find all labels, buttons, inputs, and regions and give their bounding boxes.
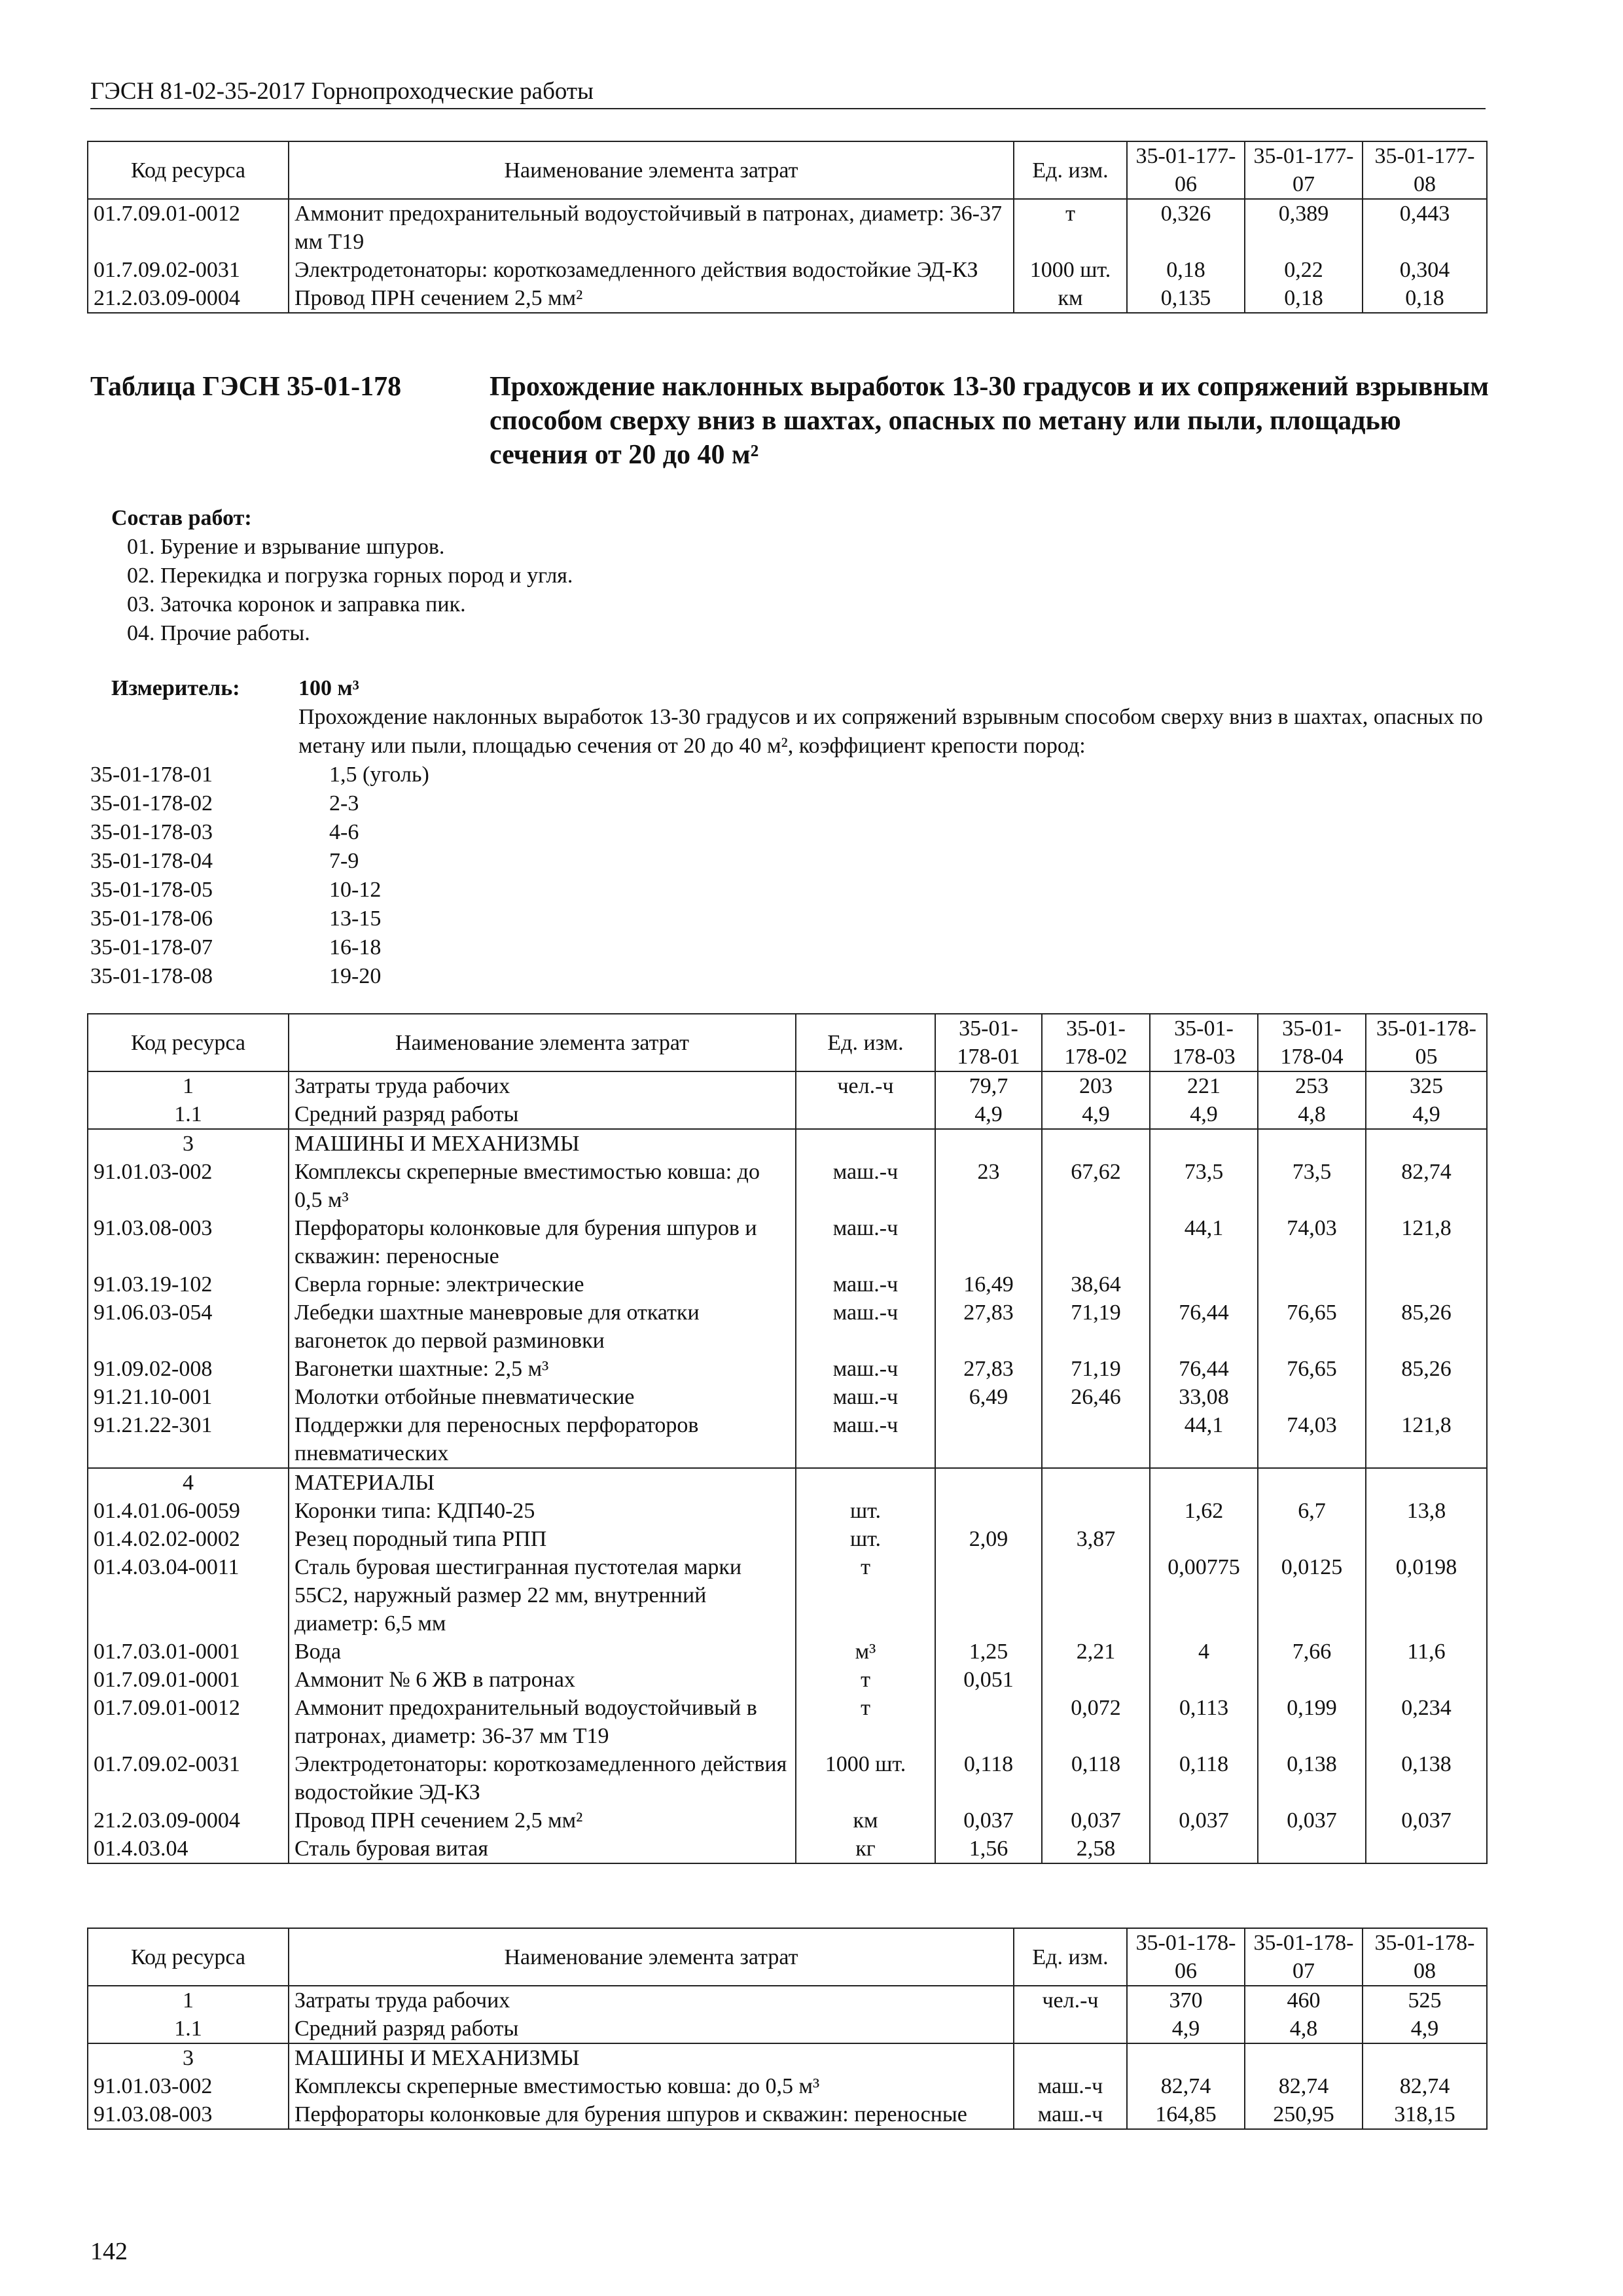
resource-value: 82,74 <box>1127 2072 1245 2100</box>
resource-value: 76,44 <box>1150 1355 1258 1383</box>
table-number: Таблица ГЭСН 35-01-178 <box>90 372 402 402</box>
resource-code: 01.7.09.01-0012 <box>88 199 289 256</box>
resource-value <box>1366 1468 1487 1497</box>
resource-value <box>935 1497 1042 1525</box>
norm-value: 2-3 <box>329 791 359 816</box>
resource-value: 6,49 <box>935 1383 1042 1411</box>
norm-code: 35-01-178-02 <box>90 791 213 816</box>
resource-value: 26,46 <box>1042 1383 1150 1411</box>
resource-value <box>1258 1129 1366 1158</box>
resource-value: 0,00775 <box>1150 1553 1258 1638</box>
resource-table-177 <box>87 141 1488 314</box>
resource-value: 27,83 <box>935 1299 1042 1355</box>
resource-value: 325 <box>1366 1071 1487 1100</box>
resource-code: 21.2.03.09-0004 <box>88 284 289 313</box>
resource-name: Молотки отбойные пневматические <box>289 1383 796 1411</box>
table-row <box>88 1497 1487 1525</box>
col-header-unit: Ед. изм. <box>1014 141 1127 199</box>
resource-unit: т <box>796 1553 935 1638</box>
resource-value <box>1150 1666 1258 1694</box>
resource-value: 0,135 <box>1127 284 1245 313</box>
resource-value: 0,304 <box>1363 256 1487 284</box>
resource-code: 91.03.08-003 <box>88 1214 289 1270</box>
resource-value: 33,08 <box>1150 1383 1258 1411</box>
resource-value <box>1042 1411 1150 1468</box>
resource-value: 203 <box>1042 1071 1150 1100</box>
table-row <box>88 1806 1487 1835</box>
norm-value: 13-15 <box>329 906 382 931</box>
table-row <box>88 1355 1487 1383</box>
resource-name: Вода <box>289 1638 796 1666</box>
resource-unit <box>796 1129 935 1158</box>
resource-name: Перфораторы колонковые для бурения шпуров и скважин: переносные <box>289 2100 1014 2129</box>
resource-unit: маш.-ч <box>796 1411 935 1468</box>
resource-code: 3 <box>88 2043 289 2072</box>
table-row <box>88 1468 1487 1497</box>
resource-value <box>1245 2043 1363 2072</box>
resource-code: 91.21.10-001 <box>88 1383 289 1411</box>
resource-value: 4,9 <box>1363 2015 1487 2043</box>
resource-code: 3 <box>88 1129 289 1158</box>
resource-unit: маш.-ч <box>796 1383 935 1411</box>
resource-name: Аммонит предохранительный водоустойчивый в патронах, диаметр: 36-37 мм Т19 <box>289 199 1014 256</box>
resource-value: 71,19 <box>1042 1355 1150 1383</box>
resource-name: Комплексы скреперные вместимостью ковша: до 0,5 м³ <box>289 2072 1014 2100</box>
resource-unit: чел.-ч <box>796 1071 935 1100</box>
resource-value <box>935 1129 1042 1158</box>
resource-name: Сверла горные: электрические <box>289 1270 796 1299</box>
resource-value <box>1258 1835 1366 1863</box>
resource-value <box>1366 1835 1487 1863</box>
resource-unit: т <box>796 1666 935 1694</box>
resource-value: 44,1 <box>1150 1214 1258 1270</box>
resource-code: 01.4.03.04-0011 <box>88 1553 289 1638</box>
resource-name: Поддержки для переносных перфораторов пневматических <box>289 1411 796 1468</box>
resource-name: Аммонит № 6 ЖВ в патронах <box>289 1666 796 1694</box>
table-row <box>88 2015 1487 2043</box>
resource-value: 3,87 <box>1042 1525 1150 1553</box>
resource-value <box>1127 2043 1245 2072</box>
measure-unit: 100 м³ <box>298 676 359 700</box>
resource-name: Лебедки шахтные маневровые для откатки вагонеток до первой разминовки <box>289 1299 796 1355</box>
resource-name: Затраты труда рабочих <box>289 1071 796 1100</box>
section-heading: МАТЕРИАЛЫ <box>289 1468 796 1497</box>
resource-table-178-b <box>87 1928 1488 2130</box>
resource-value: 0,037 <box>1042 1806 1150 1835</box>
resource-value: 82,74 <box>1366 1158 1487 1214</box>
resource-value: 318,15 <box>1363 2100 1487 2129</box>
resource-value: 74,03 <box>1258 1214 1366 1270</box>
resource-unit: маш.-ч <box>1014 2100 1127 2129</box>
table-row <box>88 1299 1487 1355</box>
table-row <box>88 1383 1487 1411</box>
resource-value <box>1366 1270 1487 1299</box>
resource-code: 1 <box>88 1071 289 1100</box>
resource-unit: 1000 шт. <box>796 1750 935 1806</box>
resource-value <box>1366 1383 1487 1411</box>
resource-value: 7,66 <box>1258 1638 1366 1666</box>
resource-name: Средний разряд работы <box>289 2015 1014 2043</box>
measure-description: Прохождение наклонных выработок 13-30 градусов и их сопряжений взрывным способом сверху вниз в шахтах, опасных по метану или пыли, площадью сечения от 20 до 40 м², коэффициент крепости пород: <box>298 705 1483 758</box>
table-row <box>88 1214 1487 1270</box>
col-header-code-1: 35-01-178-01 <box>935 1014 1042 1071</box>
resource-value: 0,326 <box>1127 199 1245 256</box>
resource-name: Провод ПРН сечением 2,5 мм² <box>289 284 1014 313</box>
resource-value <box>1366 1129 1487 1158</box>
resource-name: Сталь буровая шестигранная пустотелая марки 55С2, наружный размер 22 мм, внутренний диаметр: 6,5 мм <box>289 1553 796 1638</box>
resource-value: 0,072 <box>1042 1694 1150 1750</box>
resource-value <box>1150 1129 1258 1158</box>
resource-name: Сталь буровая витая <box>289 1835 796 1863</box>
resource-value: 0,199 <box>1258 1694 1366 1750</box>
norm-value: 4-6 <box>329 820 359 844</box>
resource-value <box>1366 1525 1487 1553</box>
section-heading: МАШИНЫ И МЕХАНИЗМЫ <box>289 2043 1014 2072</box>
resource-value: 44,1 <box>1150 1411 1258 1468</box>
resource-value: 0,037 <box>935 1806 1042 1835</box>
resource-unit: маш.-ч <box>1014 2072 1127 2100</box>
resource-value: 4,9 <box>1150 1100 1258 1129</box>
table-row <box>88 1071 1487 1100</box>
table-row <box>88 1129 1487 1158</box>
resource-value: 0,037 <box>1150 1806 1258 1835</box>
resource-unit: т <box>796 1694 935 1750</box>
resource-value: 0,18 <box>1127 256 1245 284</box>
composition-label: Состав работ: <box>111 506 252 530</box>
table-body <box>88 1071 1487 1863</box>
resource-table-178-a <box>87 1013 1488 1864</box>
norm-value: 7-9 <box>329 849 359 873</box>
resource-name: Затраты труда рабочих <box>289 1986 1014 2015</box>
table-row <box>88 1986 1487 2015</box>
composition-item: 01. Бурение и взрывание шпуров. <box>127 535 445 559</box>
resource-value <box>1042 1497 1150 1525</box>
resource-value: 0,18 <box>1363 284 1487 313</box>
resource-value: 2,58 <box>1042 1835 1150 1863</box>
resource-code: 01.7.09.02-0031 <box>88 1750 289 1806</box>
resource-value <box>935 1411 1042 1468</box>
resource-value <box>1258 1270 1366 1299</box>
norm-code: 35-01-178-04 <box>90 849 213 873</box>
resource-value <box>935 1214 1042 1270</box>
resource-value: 370 <box>1127 1986 1245 2015</box>
resource-name: Электродетонаторы: короткозамедленного действия водостойкие ЭД-КЗ <box>289 1750 796 1806</box>
resource-name: Электродетонаторы: короткозамедленного действия водостойкие ЭД-КЗ <box>289 256 1014 284</box>
resource-value: 2,09 <box>935 1525 1042 1553</box>
table-body <box>88 1986 1487 2129</box>
resource-code: 4 <box>88 1468 289 1497</box>
resource-unit: км <box>796 1806 935 1835</box>
resource-code: 21.2.03.09-0004 <box>88 1806 289 1835</box>
resource-unit: маш.-ч <box>796 1158 935 1214</box>
resource-value: 0,113 <box>1150 1694 1258 1750</box>
resource-value: 4 <box>1150 1638 1258 1666</box>
resource-code: 91.01.03-002 <box>88 2072 289 2100</box>
resource-unit <box>796 1100 935 1129</box>
resource-value: 0,118 <box>1150 1750 1258 1806</box>
col-header-unit: Ед. изм. <box>796 1014 935 1071</box>
resource-value: 11,6 <box>1366 1638 1487 1666</box>
col-header-code-2: 35-01-178-02 <box>1042 1014 1150 1071</box>
composition-item: 03. Заточка коронок и заправка пик. <box>127 592 466 617</box>
norm-code: 35-01-178-01 <box>90 762 213 787</box>
resource-unit: 1000 шт. <box>1014 256 1127 284</box>
table-caption: Прохождение наклонных выработок 13-30 градусов и их сопряжений взрывным способом сверху вниз в шахтах, опасных по метану или пыли, площадью сечения от 20 до 40 м² <box>490 372 1489 470</box>
norm-code: 35-01-178-06 <box>90 906 213 931</box>
resource-unit <box>1014 2015 1127 2043</box>
col-header-code-2: 35-01-178-07 <box>1245 1928 1363 1986</box>
resource-code: 01.4.03.04 <box>88 1835 289 1863</box>
resource-unit <box>796 1468 935 1497</box>
resource-code: 01.7.03.01-0001 <box>88 1638 289 1666</box>
norm-code: 35-01-178-03 <box>90 820 213 844</box>
resource-value: 0,22 <box>1245 256 1363 284</box>
page-number: 142 <box>90 2238 128 2265</box>
col-header-code: Код ресурса <box>88 1928 289 1986</box>
col-header-code: Код ресурса <box>88 141 289 199</box>
resource-value: 76,65 <box>1258 1299 1366 1355</box>
resource-unit: т <box>1014 199 1127 256</box>
resource-value <box>1042 1666 1150 1694</box>
table-row <box>88 1750 1487 1806</box>
resource-value: 121,8 <box>1366 1214 1487 1270</box>
table-row <box>88 2100 1487 2129</box>
resource-value <box>1150 1468 1258 1497</box>
resource-value: 76,44 <box>1150 1299 1258 1355</box>
resource-code: 1 <box>88 1986 289 2015</box>
col-header-name: Наименование элемента затрат <box>289 1928 1014 1986</box>
table-row <box>88 1411 1487 1468</box>
resource-unit <box>1014 2043 1127 2072</box>
resource-code: 1.1 <box>88 1100 289 1129</box>
resource-value: 4,9 <box>935 1100 1042 1129</box>
resource-value: 1,62 <box>1150 1497 1258 1525</box>
work-composition <box>111 504 573 648</box>
col-header-code-3: 35-01-178-03 <box>1150 1014 1258 1071</box>
resource-value: 0,443 <box>1363 199 1487 256</box>
resource-value: 0,389 <box>1245 199 1363 256</box>
table-row <box>88 1100 1487 1129</box>
table-row <box>88 1666 1487 1694</box>
resource-value: 0,138 <box>1258 1750 1366 1806</box>
resource-value: 82,74 <box>1245 2072 1363 2100</box>
resource-unit: чел.-ч <box>1014 1986 1127 2015</box>
table-row <box>88 256 1487 284</box>
resource-value: 4,9 <box>1366 1100 1487 1129</box>
table-row <box>88 1835 1487 1863</box>
resource-value <box>1042 1553 1150 1638</box>
resource-value <box>935 1694 1042 1750</box>
resource-value <box>1042 1468 1150 1497</box>
resource-value: 0,138 <box>1366 1750 1487 1806</box>
resource-value: 23 <box>935 1158 1042 1214</box>
composition-item: 02. Перекидка и погрузка горных пород и угля. <box>127 564 573 588</box>
resource-name: Коронки типа: КДП40-25 <box>289 1497 796 1525</box>
resource-code: 01.4.02.02-0002 <box>88 1525 289 1553</box>
resource-code: 91.06.03-054 <box>88 1299 289 1355</box>
norm-code: 35-01-178-07 <box>90 935 213 960</box>
resource-value: 13,8 <box>1366 1497 1487 1525</box>
table-header-row <box>88 1014 1487 1071</box>
resource-value: 221 <box>1150 1071 1258 1100</box>
resource-value: 164,85 <box>1127 2100 1245 2129</box>
col-header-code-2: 35-01-177-07 <box>1245 141 1363 199</box>
resource-code: 01.4.01.06-0059 <box>88 1497 289 1525</box>
measure-label: Измеритель: <box>111 676 240 700</box>
resource-value: 121,8 <box>1366 1411 1487 1468</box>
resource-value <box>935 1468 1042 1497</box>
resource-code: 01.7.09.01-0001 <box>88 1666 289 1694</box>
resource-unit: шт. <box>796 1525 935 1553</box>
resource-unit: шт. <box>796 1497 935 1525</box>
norm-value: 1,5 (уголь) <box>329 762 429 787</box>
table-row <box>88 284 1487 313</box>
resource-code: 91.03.08-003 <box>88 2100 289 2129</box>
resource-value <box>1042 1129 1150 1158</box>
resource-name: Вагонетки шахтные: 2,5 м³ <box>289 1355 796 1383</box>
resource-value <box>1363 2043 1487 2072</box>
resource-name: Перфораторы колонковые для бурения шпуров и скважин: переносные <box>289 1214 796 1270</box>
resource-unit: м³ <box>796 1638 935 1666</box>
norm-code: 35-01-178-05 <box>90 878 213 902</box>
resource-value: 1,25 <box>935 1638 1042 1666</box>
col-header-unit: Ед. изм. <box>1014 1928 1127 1986</box>
resource-value: 27,83 <box>935 1355 1042 1383</box>
resource-unit: км <box>1014 284 1127 313</box>
col-header-code: Код ресурса <box>88 1014 289 1071</box>
resource-code: 01.7.09.02-0031 <box>88 256 289 284</box>
table-row <box>88 2072 1487 2100</box>
resource-value: 0,118 <box>1042 1750 1150 1806</box>
resource-value: 525 <box>1363 1986 1487 2015</box>
resource-unit: кг <box>796 1835 935 1863</box>
norm-value: 10-12 <box>329 878 382 902</box>
resource-value: 250,95 <box>1245 2100 1363 2129</box>
resource-value <box>1150 1270 1258 1299</box>
col-header-code-3: 35-01-177-08 <box>1363 141 1487 199</box>
resource-value: 85,26 <box>1366 1355 1487 1383</box>
resource-value: 73,5 <box>1150 1158 1258 1214</box>
norm-code: 35-01-178-08 <box>90 964 213 988</box>
col-header-code-1: 35-01-178-06 <box>1127 1928 1245 1986</box>
section-heading: МАШИНЫ И МЕХАНИЗМЫ <box>289 1129 796 1158</box>
resource-unit: маш.-ч <box>796 1214 935 1270</box>
resource-name: Средний разряд работы <box>289 1100 796 1129</box>
resource-value: 0,234 <box>1366 1694 1487 1750</box>
col-header-code-3: 35-01-178-08 <box>1363 1928 1487 1986</box>
resource-unit: маш.-ч <box>796 1270 935 1299</box>
col-header-name: Наименование элемента затрат <box>289 141 1014 199</box>
table-row <box>88 1553 1487 1638</box>
table-row <box>88 1270 1487 1299</box>
running-header: ГЭСН 81-02-35-2017 Горнопроходческие работы <box>90 77 1486 109</box>
resource-value: 460 <box>1245 1986 1363 2015</box>
resource-value <box>1258 1468 1366 1497</box>
table-row <box>88 1694 1487 1750</box>
resource-code: 91.09.02-008 <box>88 1355 289 1383</box>
resource-value: 85,26 <box>1366 1299 1487 1355</box>
resource-name: Провод ПРН сечением 2,5 мм² <box>289 1806 796 1835</box>
col-header-code-5: 35-01-178-05 <box>1366 1014 1487 1071</box>
norm-value: 16-18 <box>329 935 382 960</box>
resource-value <box>935 1553 1042 1638</box>
col-header-name: Наименование элемента затрат <box>289 1014 796 1071</box>
resource-value: 4,9 <box>1042 1100 1150 1129</box>
resource-value: 0,037 <box>1258 1806 1366 1835</box>
col-header-code-1: 35-01-177-06 <box>1127 141 1245 199</box>
resource-value: 6,7 <box>1258 1497 1366 1525</box>
resource-value: 71,19 <box>1042 1299 1150 1355</box>
resource-code: 01.7.09.01-0012 <box>88 1694 289 1750</box>
norm-value: 19-20 <box>329 964 382 988</box>
resource-value <box>1366 1666 1487 1694</box>
resource-name: Комплексы скреперные вместимостью ковша: до 0,5 м³ <box>289 1158 796 1214</box>
resource-value: 82,74 <box>1363 2072 1487 2100</box>
resource-value: 74,03 <box>1258 1411 1366 1468</box>
composition-item: 04. Прочие работы. <box>127 621 310 645</box>
table-header-row <box>88 1928 1487 1986</box>
resource-code: 1.1 <box>88 2015 289 2043</box>
resource-value <box>1258 1666 1366 1694</box>
col-header-code-4: 35-01-178-04 <box>1258 1014 1366 1071</box>
resource-value: 76,65 <box>1258 1355 1366 1383</box>
resource-value: 38,64 <box>1042 1270 1150 1299</box>
resource-value: 0,037 <box>1366 1806 1487 1835</box>
resource-code: 91.21.22-301 <box>88 1411 289 1468</box>
resource-value <box>1258 1525 1366 1553</box>
resource-value: 253 <box>1258 1071 1366 1100</box>
table-row <box>88 2043 1487 2072</box>
resource-code: 91.01.03-002 <box>88 1158 289 1214</box>
resource-value <box>1150 1835 1258 1863</box>
resource-value: 16,49 <box>935 1270 1042 1299</box>
table-row <box>88 1638 1487 1666</box>
table-row <box>88 1158 1487 1214</box>
resource-code: 91.03.19-102 <box>88 1270 289 1299</box>
resource-unit: маш.-ч <box>796 1299 935 1355</box>
resource-value <box>1042 1214 1150 1270</box>
resource-value <box>1258 1383 1366 1411</box>
resource-value <box>1150 1525 1258 1553</box>
resource-value: 0,0125 <box>1258 1553 1366 1638</box>
resource-value: 1,56 <box>935 1835 1042 1863</box>
resource-value: 73,5 <box>1258 1158 1366 1214</box>
table-row <box>88 199 1487 256</box>
resource-value: 0,18 <box>1245 284 1363 313</box>
table-header-row <box>88 141 1487 199</box>
resource-name: Резец породный типа РПП <box>289 1525 796 1553</box>
resource-value: 2,21 <box>1042 1638 1150 1666</box>
resource-value: 0,051 <box>935 1666 1042 1694</box>
resource-value: 79,7 <box>935 1071 1042 1100</box>
resource-value: 4,8 <box>1245 2015 1363 2043</box>
resource-unit: маш.-ч <box>796 1355 935 1383</box>
resource-value: 0,118 <box>935 1750 1042 1806</box>
table-row <box>88 1525 1487 1553</box>
resource-value: 4,9 <box>1127 2015 1245 2043</box>
resource-value: 0,0198 <box>1366 1553 1487 1638</box>
resource-value: 67,62 <box>1042 1158 1150 1214</box>
resource-name: Аммонит предохранительный водоустойчивый в патронах, диаметр: 36-37 мм Т19 <box>289 1694 796 1750</box>
resource-value: 4,8 <box>1258 1100 1366 1129</box>
